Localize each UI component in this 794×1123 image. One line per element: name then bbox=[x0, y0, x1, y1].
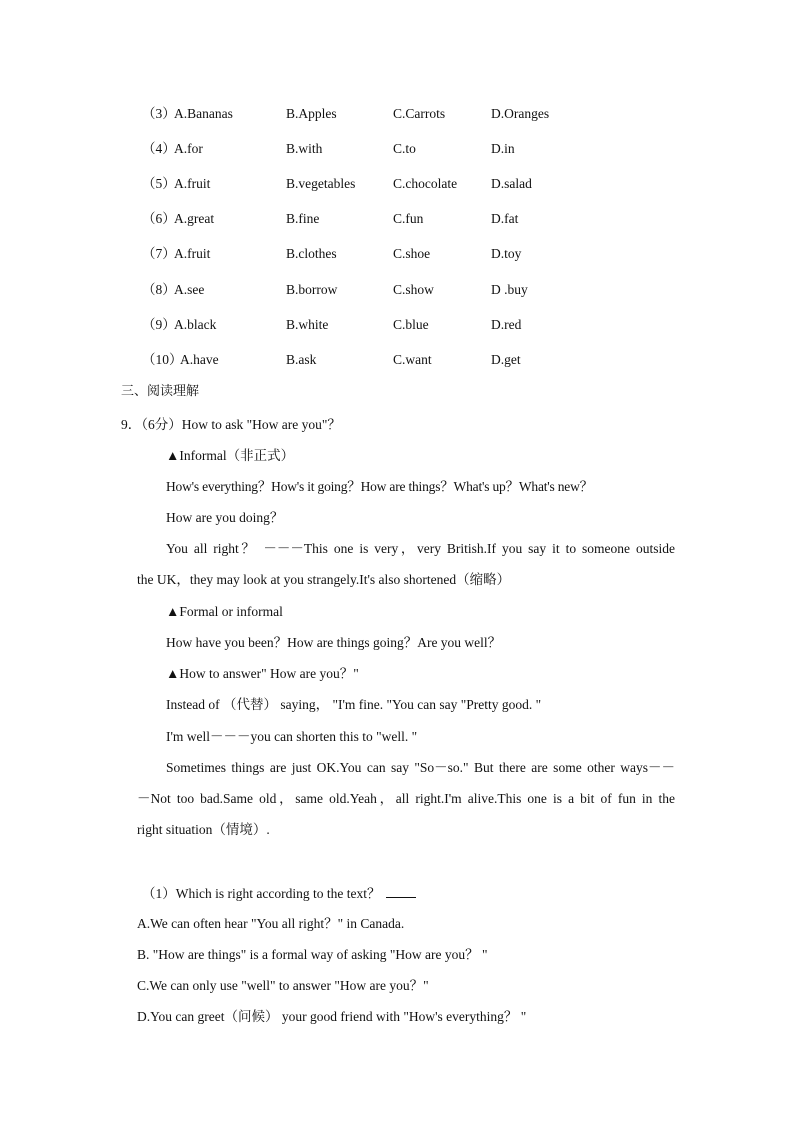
option-c: C.Carrots bbox=[393, 106, 446, 121]
option-number: （8） bbox=[142, 282, 176, 297]
option-number: （10） bbox=[142, 352, 183, 367]
option-row-5 bbox=[0, 174, 794, 194]
option-d: D.red bbox=[491, 317, 522, 332]
option-a: A.fruit bbox=[174, 246, 211, 261]
section-title: 三、阅读理解 bbox=[121, 384, 200, 399]
option-b: B.with bbox=[286, 141, 323, 156]
option-number: （9） bbox=[142, 317, 176, 332]
answer-blank[interactable] bbox=[386, 883, 416, 898]
option-b: B.fine bbox=[286, 211, 320, 226]
option-number: （7） bbox=[142, 246, 176, 261]
option-c: C.want bbox=[393, 352, 432, 367]
question-9-heading: 9．（6分）How to ask "How are you"？ bbox=[121, 417, 341, 432]
option-b: B.Apples bbox=[286, 106, 337, 121]
option-b: B.clothes bbox=[286, 246, 337, 261]
option-a: A.see bbox=[174, 282, 205, 297]
option-a: A.have bbox=[180, 352, 219, 367]
option-a: A.Bananas bbox=[174, 106, 233, 121]
paragraph-1-line-1: You all right？ －－－This one is very，very British.If you say it to someone outside bbox=[166, 541, 675, 556]
sub-question-1 bbox=[142, 883, 416, 904]
option-d: D.Oranges bbox=[491, 106, 550, 121]
option-a: A.fruit bbox=[174, 176, 211, 191]
option-d: D.salad bbox=[491, 176, 532, 191]
option-d: D.fat bbox=[491, 211, 519, 226]
option-c: C.shoe bbox=[393, 246, 431, 261]
answer-line-2: I'm well－－－you can shorten this to "well. " bbox=[166, 729, 418, 744]
option-c: C.to bbox=[393, 141, 416, 156]
answer-line-1: Instead of （代替） saying， "I'm fine. "You can say "Pretty good. " bbox=[166, 697, 542, 712]
sub-question-1-text: （1）Which is right according to the text？ bbox=[142, 886, 381, 901]
option-c: C.blue bbox=[393, 317, 429, 332]
informal-title: ▲Informal（非正式） bbox=[166, 448, 295, 463]
option-row-9 bbox=[0, 315, 794, 335]
option-b: B.borrow bbox=[286, 282, 338, 297]
formal-title: ▲Formal or informal bbox=[166, 604, 283, 619]
option-d: D.get bbox=[491, 352, 521, 367]
option-d: D.toy bbox=[491, 246, 522, 261]
option-c: C.fun bbox=[393, 211, 424, 226]
option-b: B.ask bbox=[286, 352, 317, 367]
option-row-8 bbox=[0, 280, 794, 300]
sub-question-1-option-b: B. "How are things" is a formal way of asking "How are you？ " bbox=[137, 947, 488, 962]
option-number: （6） bbox=[142, 211, 176, 226]
option-number: （4） bbox=[142, 141, 176, 156]
option-row-10 bbox=[0, 350, 794, 370]
option-c: C.chocolate bbox=[393, 176, 458, 191]
paragraph-2-line-1: Sometimes things are just OK.You can say "So－so." But there are some other ways－－ bbox=[166, 760, 675, 775]
sub-question-1-option-d: D.You can greet（问候） your good friend with "How's everything？ " bbox=[137, 1009, 527, 1024]
informal-line-2: How are you doing？ bbox=[166, 510, 284, 525]
option-d: D.in bbox=[491, 141, 515, 156]
option-row-3 bbox=[0, 104, 794, 124]
option-number: （3） bbox=[142, 106, 176, 121]
paragraph-2-line-2: －Not too bad.Same old，same old.Yeah，all right.I'm alive.This one is a bit of fun in the bbox=[137, 791, 675, 806]
option-a: A.for bbox=[174, 141, 203, 156]
option-row-6 bbox=[0, 209, 794, 229]
paragraph-2-line-3: right situation（情境）. bbox=[137, 822, 270, 837]
option-b: B.white bbox=[286, 317, 329, 332]
sub-question-1-option-c: C.We can only use "well" to answer "How are you？" bbox=[137, 978, 429, 993]
option-a: A.black bbox=[174, 317, 217, 332]
option-c: C.show bbox=[393, 282, 434, 297]
answer-title: ▲How to answer" How are you？" bbox=[166, 666, 359, 681]
option-b: B.vegetables bbox=[286, 176, 356, 191]
informal-line-1: How's everything？How's it going？How are things？What's up？What's new？ bbox=[166, 479, 593, 494]
option-number: （5） bbox=[142, 176, 176, 191]
sub-question-1-option-a: A.We can often hear "You all right？" in Canada. bbox=[137, 916, 405, 931]
paragraph-1-line-2: the UK，they may look at you strangely.It's also shortened（缩略） bbox=[137, 572, 511, 587]
option-a: A.great bbox=[174, 211, 215, 226]
formal-line-1: How have you been？How are things going？Are you well？ bbox=[166, 635, 502, 650]
option-d: D .buy bbox=[491, 282, 528, 297]
option-row-4 bbox=[0, 139, 794, 159]
option-row-7 bbox=[0, 244, 794, 264]
